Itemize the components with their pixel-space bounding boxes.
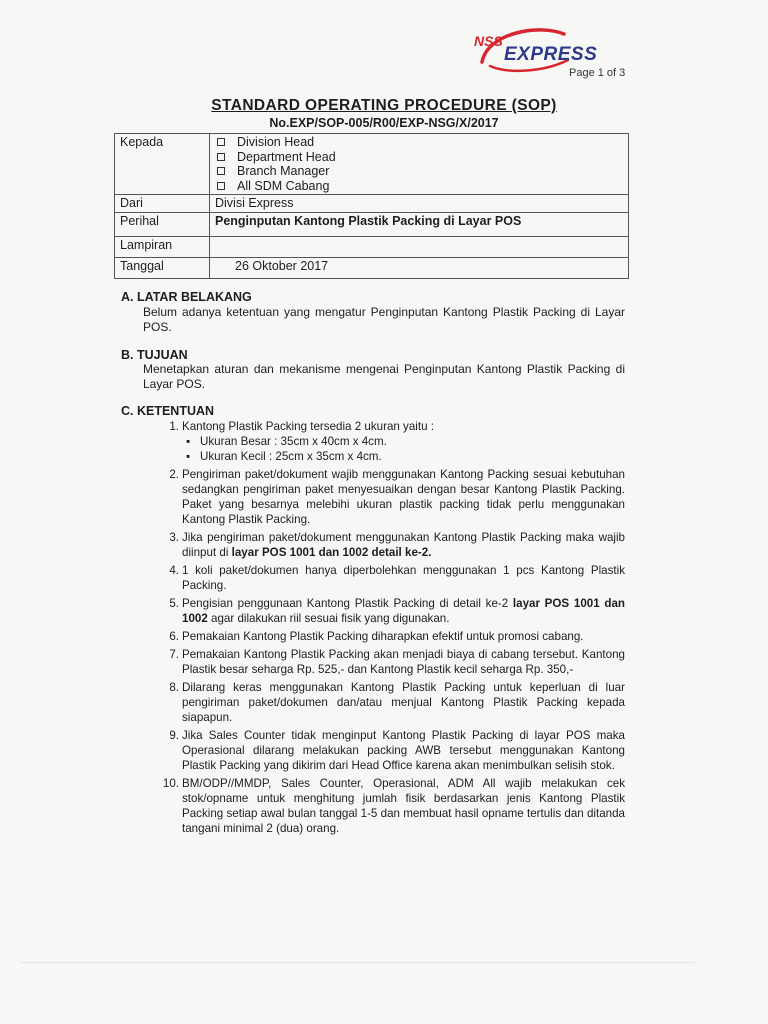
recipient-item: Department Head xyxy=(215,150,623,165)
list-item: 8. Dilarang keras menggunakan Kantong Plastik Packing untuk keperluan di luar pengiriman paket/dokumen dan/atau menjual Kantong Plastik Packing kepada siapapun. xyxy=(169,681,625,724)
document-number: No.EXP/SOP-005/R00/EXP-NSG/X/2017 xyxy=(269,116,499,130)
recipient-item: Branch Manager xyxy=(215,164,623,179)
list-item: 5. Pengisian penggunaan Kantong Plastik Packing di detail ke-2 layar POS 1001 dan 1002 agar dilakukan riil sesuai fisik yang digunakan. xyxy=(169,597,625,625)
list-item: 10. BM/ODP//MMDP, Sales Counter, Operasional, ADM All wajib melakukan cek stok/opname untuk menghitung jumlah fisik berdasarkan jenis Kantong Plastik Packing setiap awal bulan tanggal 1-5 dan membuat hasil opname tertulis dan ditanda tangani minimal 2 (dua) orang. xyxy=(162,777,625,835)
recipient-item: Division Head xyxy=(215,135,623,150)
page-number: Page 1 of 3 xyxy=(569,67,626,79)
svg-text:EXPRESS: EXPRESS xyxy=(504,44,598,65)
checkbox-icon xyxy=(217,153,225,161)
list-item: 4. 1 koli paket/dokumen hanya diperbolehkan menggunakan 1 pcs Kantong Plastik Packing. xyxy=(169,564,625,592)
list-item: 1. Kantong Plastik Packing tersedia 2 ukuran yaitu : ▪ Ukuran Besar : 35cm x 40cm x 4cm. ▪ Ukuran Kecil : 25cm x 35cm x 4cm. xyxy=(143,419,625,464)
memo-header-table xyxy=(114,133,629,279)
lampiran-value xyxy=(210,237,629,258)
section-a-body: Belum adanya ketentuan yang mengatur Penginputan Kantong Plastik Packing di Layar POS. xyxy=(143,305,625,334)
perihal-label: Perihal xyxy=(115,213,210,237)
ketentuan-list xyxy=(143,419,625,839)
list-item: 3. Jika pengiriman paket/dokument menggunakan Kantong Plastik Packing maka wajib diinput di layar POS 1001 dan 1002 detail ke-2. xyxy=(169,531,625,559)
dari-value: Divisi Express xyxy=(210,195,629,213)
list-item: 7. Pemakaian Kantong Plastik Packing akan menjadi biaya di cabang tersebut. Kantong Plastik besar seharga Rp. 525,- dan Kantong Plastik kecil seharga Rp. 350,- xyxy=(169,648,625,676)
document-title: STANDARD OPERATING PROCEDURE (SOP) xyxy=(211,97,557,114)
section-b-body: Menetapkan aturan dan mekanisme mengenai Penginputan Kantong Plastik Packing di Layar POS. xyxy=(143,362,625,391)
lampiran-label: Lampiran xyxy=(115,237,210,258)
section-c-heading: C. KETENTUAN xyxy=(121,404,215,418)
tanggal-value: 26 Oktober 2017 xyxy=(210,258,629,279)
tanggal-label: Tanggal xyxy=(115,258,210,279)
svg-text:NSS: NSS xyxy=(474,33,503,49)
page-divider xyxy=(20,962,695,963)
list-item: 2. Pengiriman paket/dokument wajib menggunakan Kantong Packing sesuai kebutuhan sedangkan pengiriman paket menyesuaikan dengan besar Kantong Plastik Packing. Paket yang besarnya melebihi ukuran plastik packing tidak perlu menggunakan Kantong Plastik Packing. xyxy=(169,468,625,526)
perihal-value: Penginputan Kantong Plastik Packing di Layar POS xyxy=(210,213,629,237)
checkbox-icon xyxy=(217,167,225,175)
section-b-heading: B. TUJUAN xyxy=(121,348,188,362)
section-a-heading: A. LATAR BELAKANG xyxy=(121,290,252,304)
checkbox-icon xyxy=(217,182,225,190)
list-item: 6. Pemakaian Kantong Plastik Packing diharapkan efektif untuk promosi cabang. xyxy=(169,630,584,643)
recipient-item: All SDM Cabang xyxy=(215,179,623,194)
checkbox-icon xyxy=(217,138,225,146)
list-item: 9. Jika Sales Counter tidak menginput Kantong Plastik Packing di layar POS maka Operasional dilarang melakukan packing AWB tersebut menggunakan Kantong Plastik Packing yang dikirim dari Head Office karena akan menimbulkan selisih stok. xyxy=(169,729,625,772)
dari-label: Dari xyxy=(115,195,210,213)
kepada-value xyxy=(210,134,629,195)
kepada-label: Kepada xyxy=(115,134,210,195)
sub-list-item: ▪ Ukuran Besar : 35cm x 40cm x 4cm. xyxy=(186,435,387,448)
sub-list-item: ▪ Ukuran Kecil : 25cm x 35cm x 4cm. xyxy=(186,450,382,463)
